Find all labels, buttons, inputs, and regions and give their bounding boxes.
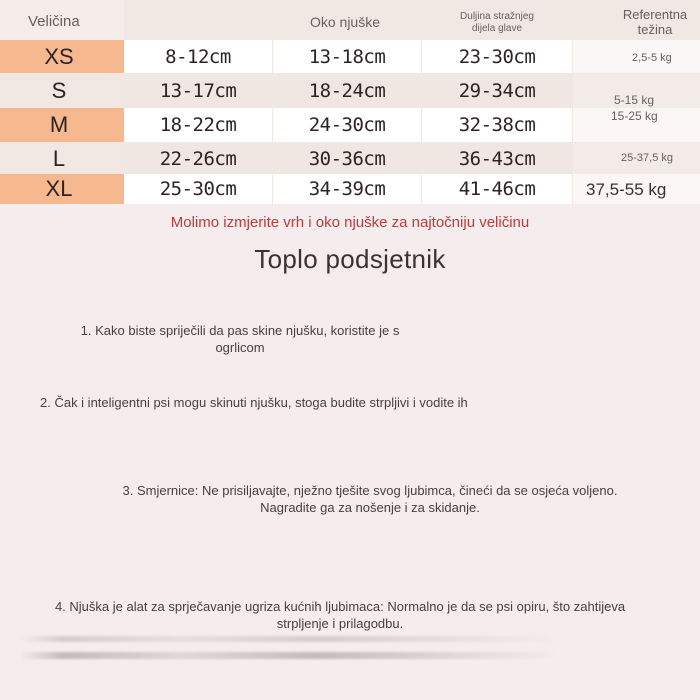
top-cell: 8-12cm (124, 40, 272, 73)
header-back-of-head-length (424, 0, 570, 40)
tip-2-line1: 2. Čak i inteligentni psi mogu skinuti njušku, stoga budite strpljivi i vodite ih (40, 395, 468, 410)
weight-value-m: 15-25 kg (611, 109, 658, 123)
weight-value-l: 25-37,5 kg (621, 152, 673, 164)
snout-cell: 30-36cm (273, 142, 421, 174)
tip-2 (40, 394, 680, 411)
header-back-of-head-line2: dijela glave (471, 23, 523, 34)
snout-cell: 13-18cm (273, 40, 421, 73)
header-back-of-head-line1: Duljina stražnjeg (460, 11, 534, 22)
weight-value-xl: 37,5-55 kg (586, 180, 667, 199)
table-row-xs (0, 40, 700, 73)
back-head-cell: 23-30cm (422, 40, 572, 73)
size-label: XS (0, 40, 124, 73)
table-row-l (0, 142, 700, 174)
header-weight-line1: Referentna (622, 7, 688, 22)
tip-4-line2: strpljenje i prilagodbu. (276, 616, 404, 631)
size-label: XL (0, 174, 124, 204)
tip-1 (40, 322, 440, 356)
tip-1-line1: 1. Kako biste spriječili da pas skine njušku, koristite je s (80, 323, 400, 338)
tip-3 (40, 482, 700, 516)
header-weight-line2: težina (637, 22, 673, 37)
snout-cell: 24-30cm (273, 108, 421, 142)
back-head-cell: 29-34cm (422, 74, 572, 108)
weight-value-xs: 2,5-5 kg (632, 52, 672, 64)
snout-cell: 34-39cm (273, 174, 421, 204)
top-cell: 22-26cm (124, 142, 272, 174)
size-label: S (0, 74, 124, 108)
size-label: L (0, 142, 124, 174)
tip-3-line1: 3. Smjernice: Ne prisiljavajte, nježno tješite svog ljubimca, čineći da se osjeća voljeno. (122, 483, 618, 498)
snout-cell: 18-24cm (273, 74, 421, 108)
table-row-m (0, 108, 700, 142)
scan-artifact (20, 652, 560, 659)
scan-artifact (20, 636, 560, 642)
top-cell: 13-17cm (124, 74, 272, 108)
header-reference-weight (600, 0, 700, 40)
top-cell: 18-22cm (124, 108, 272, 142)
header-snout-circumference: Oko njuške (309, 14, 381, 30)
back-head-cell: 32-38cm (422, 108, 572, 142)
back-head-cell: 41-46cm (422, 174, 572, 204)
tip-1-line2: ogrlicom (215, 340, 265, 355)
measure-note: Molimo izmjerite vrh i oko njuške za najtočniju veličinu (170, 214, 530, 231)
tip-4-line1: 4. Njuška je alat za sprječavanje ugriza kućnih ljubimaca: Normalno je da se psi opiru, što zahtijeva (54, 599, 626, 614)
tip-4 (0, 598, 680, 632)
reminder-title: Toplo podsjetnik (254, 244, 446, 274)
tip-3-line2: Nagradite ga za nošenje i za skidanje. (260, 500, 480, 515)
table-row-s (0, 74, 700, 108)
weight-value-s: 5-15 kg (614, 93, 655, 107)
size-label: M (0, 108, 124, 142)
header-size: Veličina (0, 0, 124, 40)
size-table (0, 0, 700, 204)
top-cell: 25-30cm (124, 174, 272, 204)
back-head-cell: 36-43cm (422, 142, 572, 174)
